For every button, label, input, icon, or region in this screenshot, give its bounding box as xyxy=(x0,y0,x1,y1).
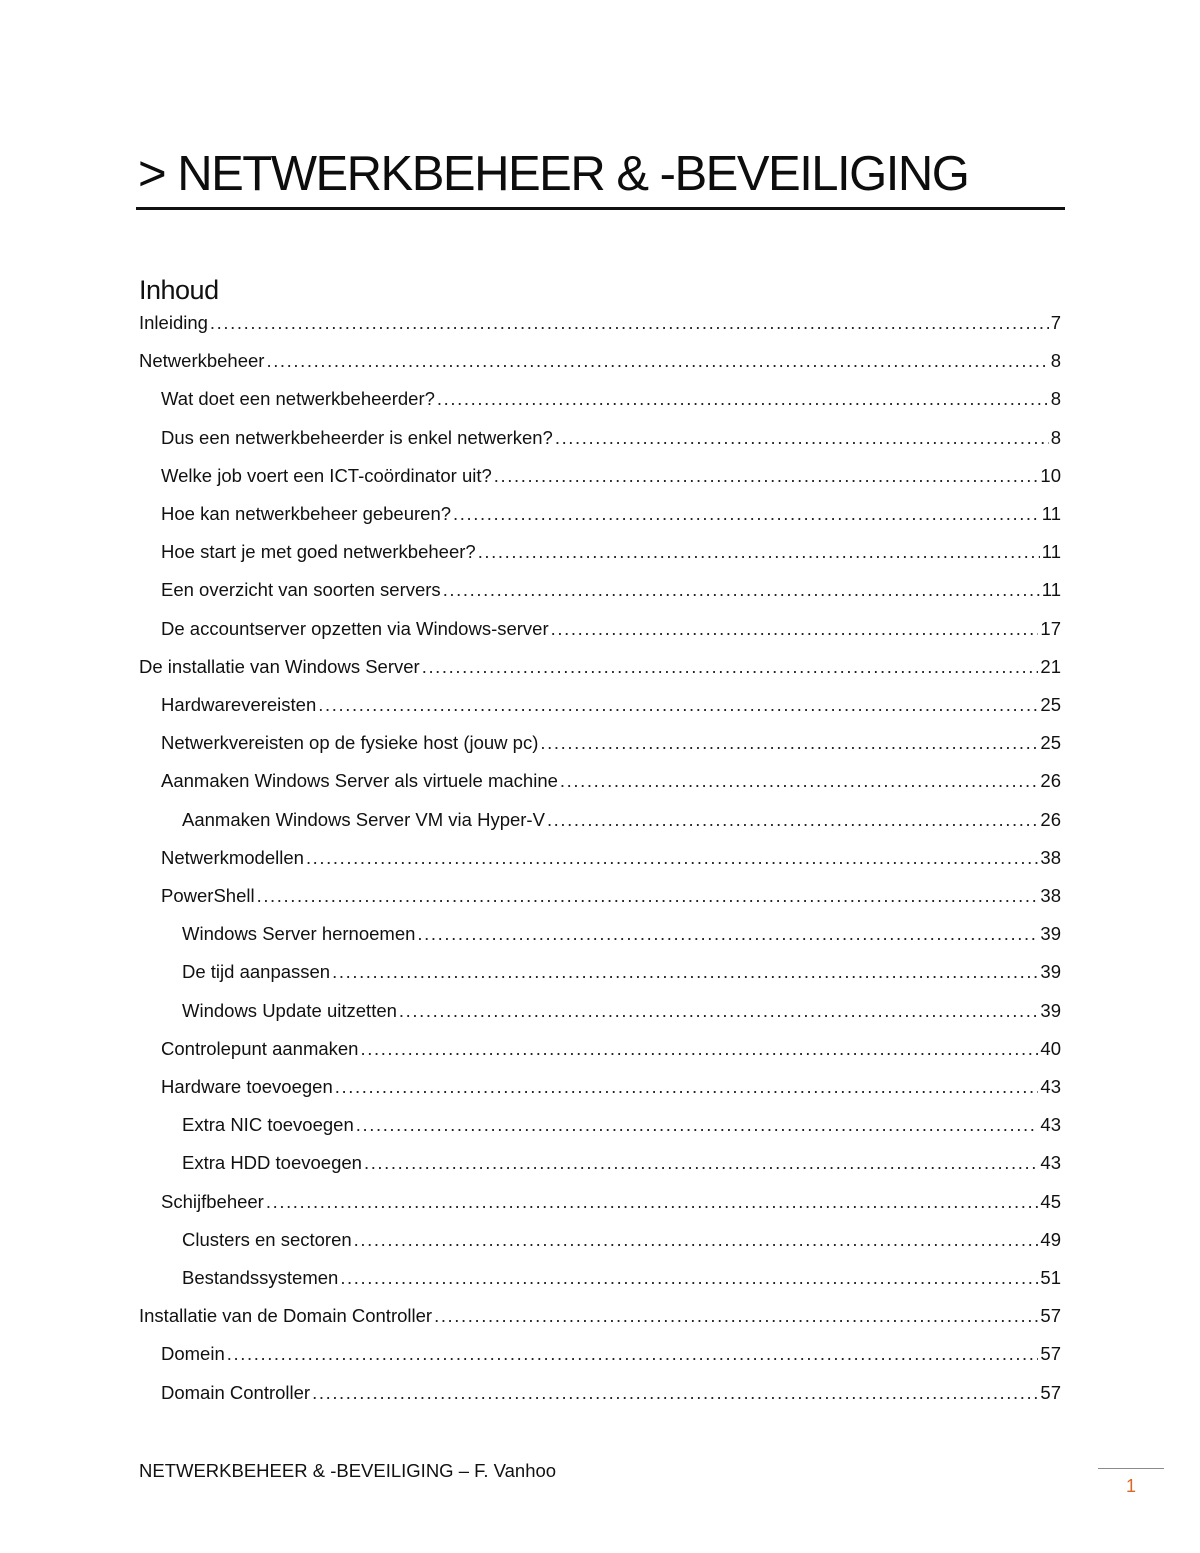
toc-leader-dots xyxy=(417,917,1038,951)
toc-entry-page: 25 xyxy=(1040,732,1061,754)
toc-entry[interactable] xyxy=(182,1261,1061,1295)
toc-entry-page: 51 xyxy=(1040,1267,1061,1288)
toc-entry-label: Aanmaken Windows Server VM via Hyper-V xyxy=(182,808,545,830)
toc-leader-dots xyxy=(540,726,1038,760)
toc-entry-page: 38 xyxy=(1040,885,1061,906)
page-title: > NETWERKBEHEER & -BEVEILIGING xyxy=(138,147,969,201)
toc-entry[interactable] xyxy=(139,650,1061,684)
toc-entry[interactable] xyxy=(182,1223,1061,1257)
toc-entry-label: Netwerkvereisten op de fysieke host (jouw pc) xyxy=(161,732,539,754)
toc-leader-dots xyxy=(266,344,1048,378)
toc-entry-page: 43 xyxy=(1040,1076,1061,1097)
toc-entry-label: Dus een netwerkbeheerder is enkel netwerken? xyxy=(161,426,553,448)
footer-text: NETWERKBEHEER & -BEVEILIGING – F. Vanhoo xyxy=(139,1460,557,1481)
toc-entry-label: Een overzicht van soorten servers xyxy=(161,579,441,601)
toc-entry-page: 38 xyxy=(1040,846,1061,868)
toc-entry-page: 57 xyxy=(1040,1381,1061,1403)
toc-entry-label: Installatie van de Domain Controller xyxy=(139,1305,433,1327)
toc-entry[interactable] xyxy=(161,1070,1061,1104)
toc-leader-dots xyxy=(332,955,1038,989)
toc-entry-page: 8 xyxy=(1050,350,1061,372)
toc-entry-label: De installatie van Windows Server xyxy=(139,655,420,677)
toc-entry-label: Domein xyxy=(161,1343,225,1365)
toc-entry-page: 10 xyxy=(1040,464,1061,486)
toc-entry-page: 26 xyxy=(1040,770,1061,792)
toc-entry-label: Hoe kan netwerkbeheer gebeuren? xyxy=(161,503,452,524)
toc-leader-dots xyxy=(453,497,1040,531)
toc-entry[interactable] xyxy=(161,1337,1061,1371)
toc-entry-label: Hardwarevereisten xyxy=(161,694,317,715)
toc-entry[interactable] xyxy=(182,955,1061,989)
toc-leader-dots xyxy=(422,650,1039,684)
toc-entry[interactable] xyxy=(182,917,1061,951)
toc-entry-page: 43 xyxy=(1040,1152,1061,1174)
toc-entry[interactable] xyxy=(161,1185,1061,1219)
toc-entry-page: 49 xyxy=(1040,1228,1061,1250)
toc-entry[interactable] xyxy=(182,803,1061,837)
toc-leader-dots xyxy=(356,1108,1039,1142)
toc-entry[interactable] xyxy=(161,421,1061,455)
toc-heading: Inhoud xyxy=(139,275,219,305)
toc-entry-page: 17 xyxy=(1040,617,1061,639)
toc-entry-label: Extra HDD toevoegen xyxy=(182,1152,362,1174)
toc-leader-dots xyxy=(360,1032,1038,1066)
toc-leader-dots xyxy=(437,382,1049,416)
toc-entry[interactable] xyxy=(182,994,1061,1028)
toc-entry-page: 25 xyxy=(1040,694,1061,715)
toc-entry-page: 45 xyxy=(1040,1190,1061,1212)
toc-entry[interactable] xyxy=(161,841,1061,875)
toc-leader-dots xyxy=(399,994,1039,1028)
toc-entry-label: Inleiding xyxy=(139,312,208,333)
toc-entry[interactable] xyxy=(161,573,1061,607)
toc-entry[interactable] xyxy=(161,382,1061,416)
toc-entry[interactable] xyxy=(161,688,1061,722)
page-number: 1 xyxy=(1125,1476,1136,1496)
toc-entry-label: Controlepunt aanmaken xyxy=(161,1037,359,1059)
toc-entry-label: Schijfbeheer xyxy=(161,1190,264,1212)
toc-entry[interactable] xyxy=(161,879,1061,913)
toc-leader-dots xyxy=(340,1261,1038,1295)
toc-entry-label: Netwerkmodellen xyxy=(161,846,304,868)
toc-entry-page: 11 xyxy=(1041,503,1061,524)
toc-entry-label: Welke job voert een ICT-coördinator uit? xyxy=(161,464,492,486)
toc-leader-dots xyxy=(364,1146,1038,1180)
toc-entry[interactable] xyxy=(161,1032,1061,1066)
toc-entry[interactable] xyxy=(161,612,1061,646)
toc-entry-label: De tijd aanpassen xyxy=(182,961,331,983)
toc-entry-label: De accountserver opzetten via Windows-server xyxy=(161,617,549,639)
toc-leader-dots xyxy=(306,841,1038,875)
toc-entry-label: Bestandssystemen xyxy=(182,1267,339,1288)
toc-entry-page: 39 xyxy=(1040,961,1061,983)
toc-leader-dots xyxy=(318,688,1038,722)
toc-leader-dots xyxy=(266,1185,1039,1219)
toc-entry[interactable] xyxy=(161,497,1061,531)
toc-entry[interactable] xyxy=(161,535,1061,569)
toc-entry-page: 39 xyxy=(1040,999,1061,1021)
toc-entry-label: Aanmaken Windows Server als virtuele machine xyxy=(161,770,558,792)
toc-entry-label: Extra NIC toevoegen xyxy=(182,1114,354,1136)
toc-entry-label: Windows Update uitzetten xyxy=(182,999,397,1021)
toc-entry[interactable] xyxy=(139,1299,1061,1333)
toc-entry-label: Hoe start je met goed netwerkbeheer? xyxy=(161,541,476,563)
toc-entry[interactable] xyxy=(161,1376,1061,1410)
toc-leader-dots xyxy=(547,803,1038,837)
toc-leader-dots xyxy=(551,612,1039,646)
toc-entry-page: 11 xyxy=(1041,579,1061,601)
toc-entry-page: 11 xyxy=(1041,541,1061,563)
toc-leader-dots xyxy=(434,1299,1038,1333)
toc-leader-dots xyxy=(560,764,1039,798)
toc-leader-dots xyxy=(227,1337,1039,1371)
toc-leader-dots xyxy=(555,421,1049,455)
toc-entry[interactable] xyxy=(139,306,1061,340)
toc-entry-page: 43 xyxy=(1040,1114,1061,1136)
toc-entry-page: 8 xyxy=(1050,388,1061,410)
toc-entry[interactable] xyxy=(182,1146,1061,1180)
toc-entry[interactable] xyxy=(139,344,1061,378)
toc-entry-label: Wat doet een netwerkbeheerder? xyxy=(161,388,435,410)
toc-leader-dots xyxy=(478,535,1040,569)
toc-entry-label: Clusters en sectoren xyxy=(182,1228,352,1250)
toc-leader-dots xyxy=(312,1376,1038,1410)
toc-entry[interactable] xyxy=(182,1108,1061,1142)
toc-leader-dots xyxy=(257,879,1039,913)
toc-entry-label: PowerShell xyxy=(161,885,255,906)
toc-leader-dots xyxy=(210,306,1049,340)
toc-entry[interactable] xyxy=(161,459,1061,493)
toc-entry-label: Windows Server hernoemen xyxy=(182,923,416,945)
toc-leader-dots xyxy=(335,1070,1039,1104)
toc-entry-page: 21 xyxy=(1040,655,1061,677)
toc-entry-page: 57 xyxy=(1040,1343,1061,1365)
toc-entry[interactable] xyxy=(161,764,1061,798)
title-divider xyxy=(136,207,1065,210)
toc-entry-page: 39 xyxy=(1040,923,1061,945)
toc-entry-page: 26 xyxy=(1040,808,1061,830)
toc-entry-label: Domain Controller xyxy=(161,1381,311,1403)
footer-divider xyxy=(1098,1468,1164,1469)
toc-entry-page: 8 xyxy=(1050,426,1061,448)
toc-entry-label: Netwerkbeheer xyxy=(139,350,265,372)
toc-leader-dots xyxy=(443,573,1040,607)
toc-leader-dots xyxy=(354,1223,1039,1257)
toc-leader-dots xyxy=(494,459,1039,493)
toc-entry-label: Hardware toevoegen xyxy=(161,1076,333,1097)
toc-entry-page: 57 xyxy=(1040,1305,1061,1327)
toc-entry[interactable] xyxy=(161,726,1061,760)
toc-entry-page: 7 xyxy=(1050,312,1061,333)
toc-entry-page: 40 xyxy=(1040,1037,1061,1059)
